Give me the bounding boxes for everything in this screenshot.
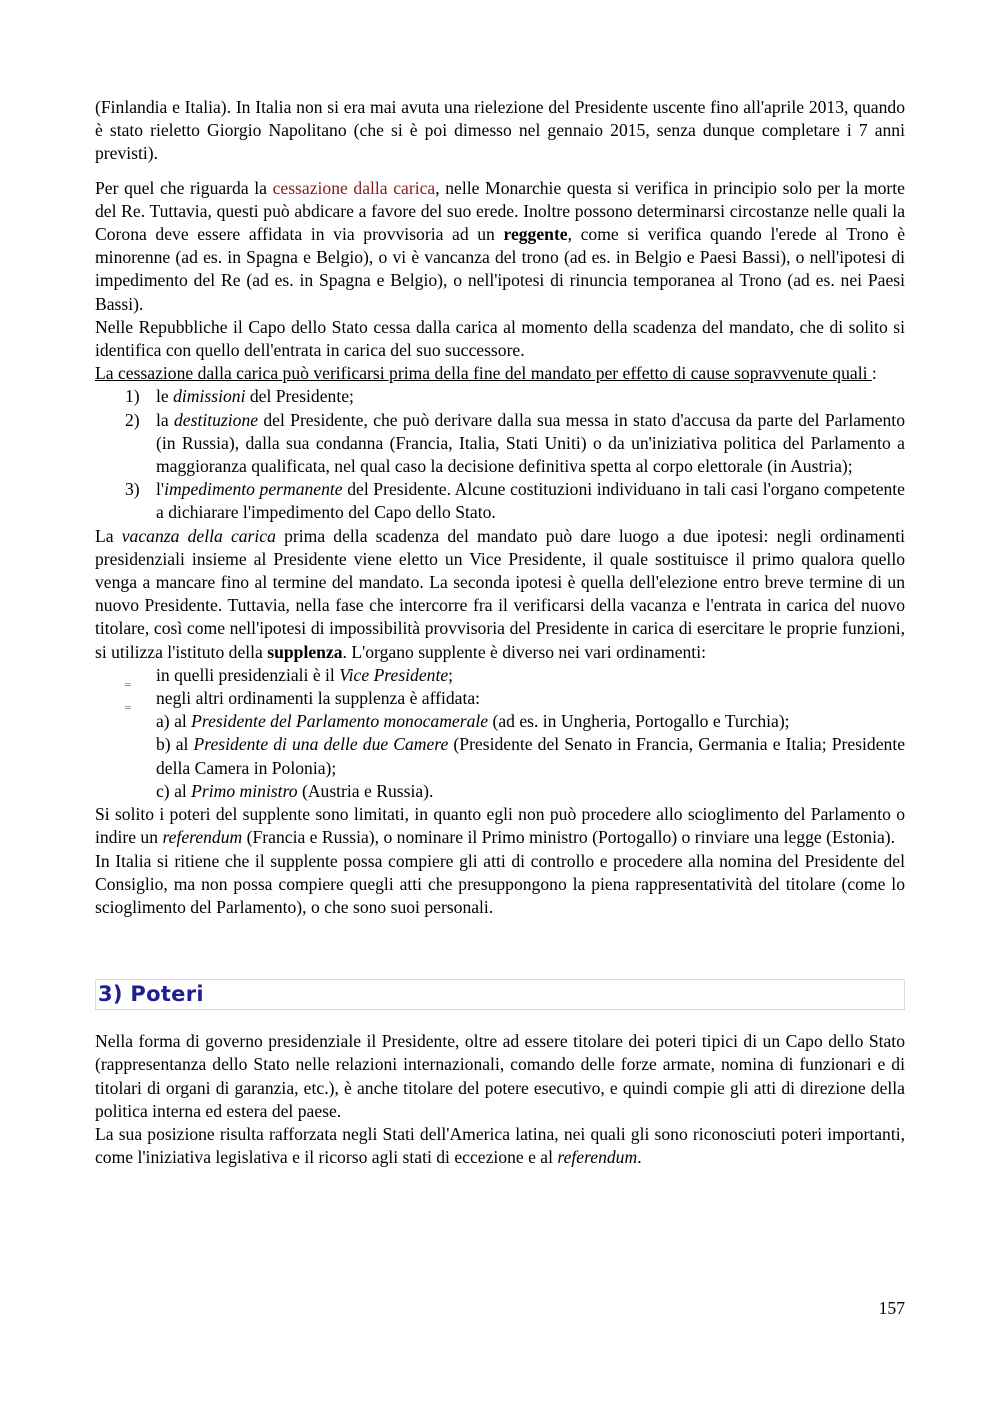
italic-term: dimissioni [173, 386, 246, 407]
dash-bullet-icon: ‗ [125, 673, 131, 686]
text-run: del Presidente, che può derivare dalla sua messa in stato d'accusa da parte del Parlamento (in Russia), dalla sua condanna (Francia, Italia, Stati Uniti) o da un'iniziativa politica del Parlamento a maggioranza qualificata, nel qual caso la decisione definitiva spetta al corpo elettorale (in Austria); [156, 409, 905, 477]
text-run: (Presidente del Senato in Francia, Germania e Italia; Presidente della Camera in Polonia); [156, 734, 906, 778]
italic-term: referendum [557, 1147, 638, 1168]
list-item [95, 409, 905, 479]
paragraph-cessation [95, 177, 905, 316]
paragraph-supplent-powers [95, 803, 905, 849]
sub-item-b [95, 733, 905, 779]
paragraph-italy-supplent: In Italia si ritiene che il supplente possa compiere gli atti di controllo e procedere alla nomina del Presidente del Consiglio, ma non possa compiere quegli atti che presuppongono la piena rappresentatività del titolare (come lo scioglimento del Parlamento), o che sono suoi personali. [95, 850, 905, 917]
text-run: (Austria e Russia). [297, 780, 434, 801]
text-run: l' [156, 479, 165, 500]
list-number: 1) [125, 386, 140, 407]
text-run: la [156, 409, 174, 430]
paragraph-presidential-powers: Nella forma di governo presidenziale il Presidente, oltre ad essere titolare dei poteri tipici di un Capo dello Stato (rappresentanza dello Stato nelle relazioni internazionali, comando delle forze armate, nomina di funzionari e di titolari di organi di garanzia, etc.), è anche titolare del potere esecutivo, e quindi compie gli atti di direzione della politica interna ed estera del paese. [95, 1031, 905, 1121]
text-run: del Presidente. Alcune costituzioni individuano in tali casi l'organo competente a dichiarare l'impedimento del Capo dello Stato. [156, 479, 905, 523]
italic-term: Vice Presidente [339, 664, 449, 685]
paragraph-reelection: (Finlandia e Italia). In Italia non si era mai avuta una rielezione del Presidente uscente fino all'aprile 2013, quando è stato rieletto Giorgio Napolitano (che si è poi dimesso nel gennaio 2015, senza dunque completare i 7 anni previsti). [95, 97, 905, 164]
italic-term: vacanza della carica [121, 525, 276, 546]
list-item [95, 478, 905, 524]
text-run: prima della scadenza del mandato può dare luogo a due ipotesi: negli ordinamenti presidenziali insieme al Presidente viene eletto un Vice Presidente, il quale sostituisce il primo qualora quello venga a mancare fino al termine del mandato. La seconda ipotesi è quella dell'elezione entro breve termine di un nuovo Presidente. Tuttavia, nella fase che intercorre fra il verificarsi della vacanza e l'entrata in carica del nuovo titolare, così come nell'ipotesi di impossibilità provvisoria del Presidente in carica di esercitare le proprie funzioni, si utilizza l'istituto della [95, 525, 906, 662]
bold-term: supplenza [267, 641, 343, 662]
text-run: negli altri ordinamenti la supplenza è affidata: [156, 688, 481, 709]
sub-item-a [95, 710, 905, 733]
numbered-list [95, 385, 905, 524]
italic-term: Presidente di una delle due Camere [193, 734, 449, 755]
text-run: ; [448, 664, 454, 685]
list-item [95, 385, 905, 408]
paragraph-republics: Nelle Repubbliche il Capo dello Stato cessa dalla carica al momento della scadenza del mandato, che di solito si identifica con quello dell'entrata in carica del suo successore. [95, 316, 905, 361]
text-run: Per quel che riguarda la [95, 177, 273, 198]
text-run: del Presidente; [245, 386, 354, 407]
italic-term: referendum [162, 827, 243, 848]
link-cessazione[interactable]: cessazione dalla carica [272, 177, 436, 198]
text-run: a) al [156, 711, 192, 732]
text-run: c) al [156, 780, 192, 801]
text-run: : [871, 363, 877, 384]
paragraph-causes-intro [95, 362, 905, 385]
section-heading-text: 3) Poteri [98, 982, 204, 1006]
text-run: (Francia e Russia), o nominare il Primo ministro (Portogallo) o rinviare una legge (Estonia). [242, 827, 896, 848]
text-run: le [156, 386, 174, 407]
italic-term: Primo ministro [191, 780, 298, 801]
text-run: . [637, 1147, 642, 1168]
dash-list [95, 664, 905, 710]
document-page [95, 96, 905, 1169]
italic-term: destituzione [174, 409, 259, 430]
text-run: , come si verifica quando l'erede al Trono è minorenne (ad es. in Spagna e Belgio), o vi è vancanza del trono (ad es. in Belgio e Paesi Bassi), o nell'ipotesi di impedimento del Re (ad es. in Spagna e Belgio), o nell'ipotesi di rinuncia temporanea al Trono (ad es. nei Paesi Bassi). [95, 224, 905, 314]
underlined-text: La cessazione dalla carica può verificarsi prima della fine del mandato per effetto di cause sopravvenute quali [95, 363, 872, 384]
text-run: in quelli presidenziali è il [156, 664, 340, 685]
text-run: b) al [156, 734, 194, 755]
list-number: 2) [125, 409, 140, 430]
italic-term: Presidente del Parlamento monocamerale [191, 711, 489, 732]
dash-bullet-icon: ‗ [125, 697, 131, 710]
text-run: Si solito i poteri del supplente sono limitati, in quanto egli non può procedere allo scioglimento del Parlamento o indire un [95, 804, 905, 848]
sub-item-c [95, 780, 905, 803]
list-item [95, 664, 905, 687]
text-run: , nelle Monarchie questa si verifica in principio solo per la morte del Re. Tuttavia, questi può abdicare a favore del suo erede. Inoltre possono determinarsi circostanze nelle quali la Corona deve essere affidata in via provvisoria ad un [95, 177, 905, 245]
list-number: 3) [125, 479, 140, 500]
paragraph-vacancy [95, 525, 905, 664]
text-run: La sua posizione risulta rafforzata negli Stati dell'America latina, nei quali gli sono riconosciuti poteri importanti, come l'iniziativa legislativa e il ricorso agli stati di eccezione e al [95, 1123, 905, 1168]
bold-term: reggente [503, 224, 568, 245]
page-number: 157 [878, 1298, 905, 1318]
text-run: . L'organo supplente è diverso nei vari ordinamenti: [342, 641, 706, 662]
list-item [95, 687, 905, 710]
paragraph-latin-america [95, 1123, 905, 1169]
text-run: (ad es. in Ungheria, Portogallo e Turchia); [488, 711, 790, 732]
italic-term: impedimento permanente [164, 479, 343, 500]
section-heading [95, 979, 905, 1010]
text-run: La [95, 525, 122, 546]
